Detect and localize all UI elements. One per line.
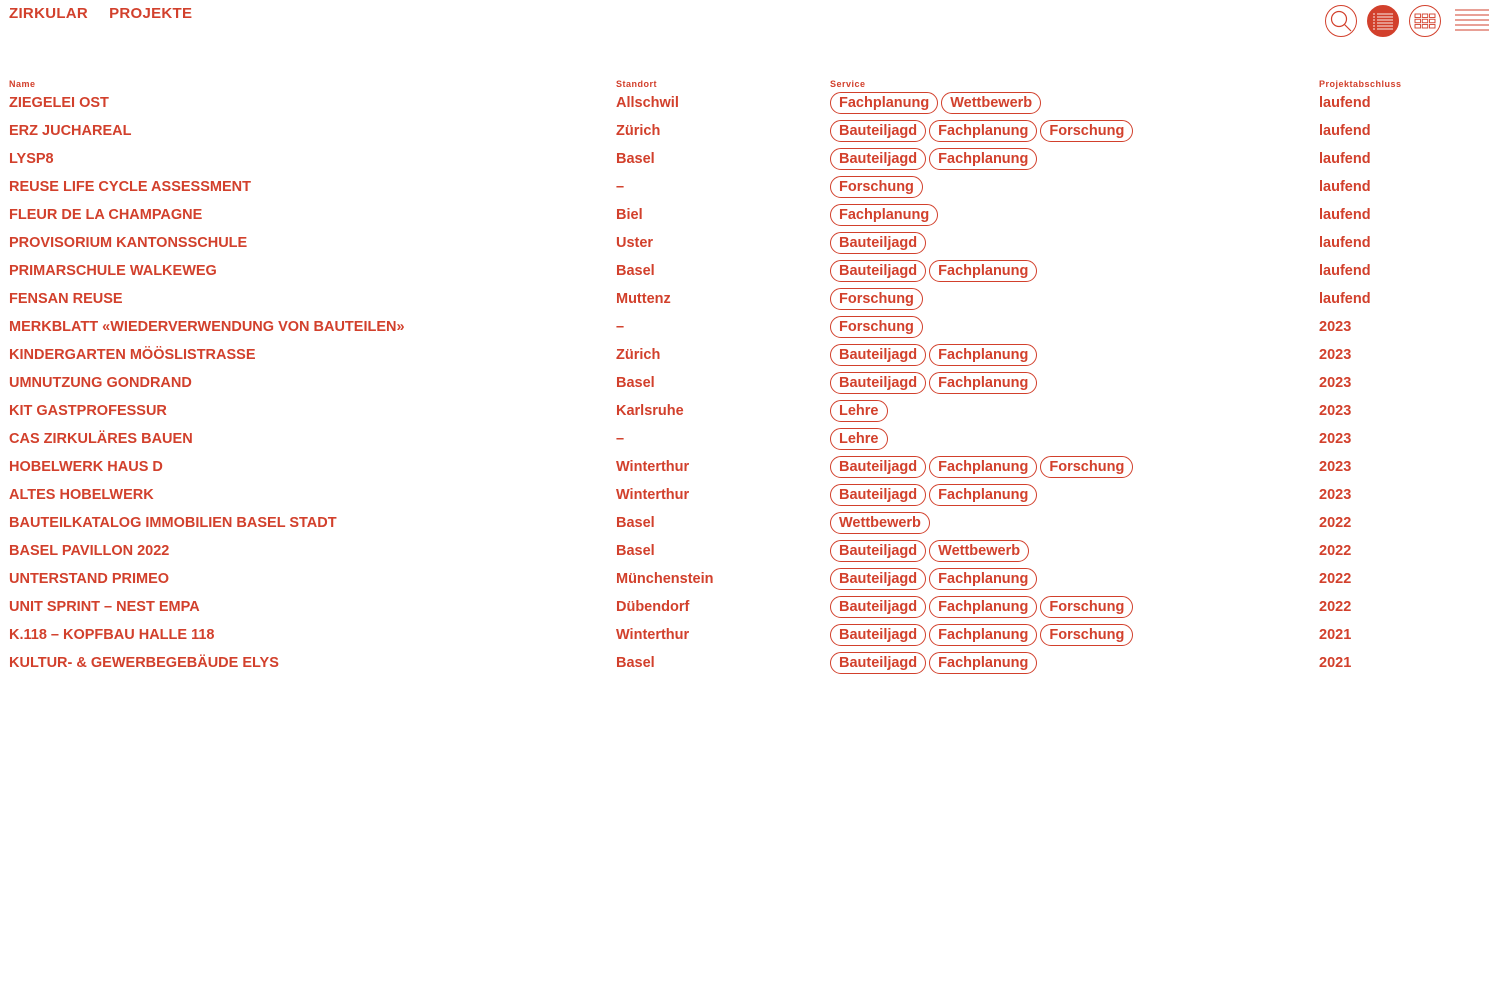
service-tag[interactable]: Bauteiljagd [830,372,926,394]
service-tag[interactable]: Lehre [830,428,888,450]
menu-icon [1455,8,1489,34]
project-completion: laufend [1319,291,1371,307]
search-icon [1329,9,1353,33]
project-services [830,649,1319,677]
service-tags [830,512,1319,534]
service-tags [830,176,1319,198]
projects-link[interactable]: PROJEKTE [109,5,193,22]
service-tag[interactable]: Forschung [1040,624,1133,646]
project-services [830,537,1319,565]
project-name-link[interactable]: ALTES HOBELWERK [9,487,154,503]
project-location: Basel [616,515,655,531]
project-services [830,173,1319,201]
table-header-row [9,77,1489,89]
project-services [830,145,1319,173]
service-tag[interactable]: Forschung [1040,456,1133,478]
project-name-link[interactable]: MERKBLATT «WIEDERVERWENDUNG VON BAUTEILEN» [9,319,405,335]
column-header-completion[interactable]: Projektabschluss [1319,79,1402,89]
project-completion: 2022 [1319,599,1352,615]
table-row[interactable] [9,201,1489,229]
project-completion: 2021 [1319,655,1352,671]
project-completion: 2022 [1319,571,1352,587]
project-name-link[interactable]: FLEUR DE LA CHAMPAGNE [9,207,203,223]
table-row[interactable] [9,565,1489,593]
service-tag[interactable]: Forschung [830,288,923,310]
service-tag[interactable]: Bauteiljagd [830,456,926,478]
project-completion: laufend [1319,95,1371,111]
project-services [830,341,1319,369]
service-tags [830,372,1319,394]
table-row[interactable] [9,397,1489,425]
project-name-link[interactable]: KULTUR- & GEWERBEGEBÄUDE ELYS [9,655,279,671]
service-tags [830,344,1319,366]
service-tag[interactable]: Forschung [830,316,923,338]
service-tag[interactable]: Fachplanung [830,92,938,114]
service-tag[interactable]: Fachplanung [929,624,1037,646]
project-name-link[interactable]: UNIT SPRINT – NEST EMPA [9,599,200,615]
project-name-link[interactable]: REUSE LIFE CYCLE ASSESSMENT [9,179,251,195]
list-view-icon [1372,12,1394,30]
project-location: – [616,179,625,195]
column-header-name[interactable]: Name [9,79,36,89]
project-services [830,621,1319,649]
project-services [830,229,1319,257]
menu-button[interactable] [1455,8,1489,34]
list-view-button[interactable] [1367,5,1399,37]
search-button[interactable] [1325,5,1357,37]
table-row[interactable] [9,89,1489,117]
project-location: Basel [616,543,655,559]
service-tag[interactable]: Bauteiljagd [830,120,926,142]
service-tag[interactable]: Wettbewerb [830,512,930,534]
service-tags [830,568,1319,590]
project-services [830,565,1319,593]
service-tags [830,288,1319,310]
table-row[interactable] [9,257,1489,285]
project-services [830,369,1319,397]
project-location: Winterthur [616,627,690,643]
project-completion: laufend [1319,179,1371,195]
service-tags [830,456,1319,478]
project-location: Basel [616,375,655,391]
project-completion: 2023 [1319,487,1352,503]
service-tag[interactable]: Fachplanung [929,344,1037,366]
table-row[interactable] [9,481,1489,509]
brand-link[interactable]: ZIRKULAR [9,5,89,22]
project-completion: 2023 [1319,431,1352,447]
project-name-link[interactable]: BAUTEILKATALOG IMMOBILIEN BASEL STADT [9,515,337,531]
project-location: Karlsruhe [616,403,684,419]
project-name-link[interactable]: LYSP8 [9,151,54,167]
service-tag[interactable]: Fachplanung [929,148,1037,170]
service-tag[interactable]: Bauteiljagd [830,232,926,254]
project-name-link[interactable]: KINDERGARTEN MÖÖSLISTRASSE [9,347,256,363]
column-header-location[interactable]: Standort [616,79,657,89]
service-tags [830,232,1319,254]
service-tags [830,624,1319,646]
project-name-link[interactable]: PRIMARSCHULE WALKEWEG [9,263,217,279]
service-tag[interactable]: Fachplanung [929,120,1037,142]
project-name-link[interactable]: ZIEGELEI OST [9,95,109,111]
project-services [830,509,1319,537]
service-tag[interactable]: Fachplanung [929,456,1037,478]
service-tags [830,652,1319,674]
project-completion: laufend [1319,263,1371,279]
service-tag[interactable]: Wettbewerb [941,92,1041,114]
table-row[interactable] [9,117,1489,145]
project-name-link[interactable]: FENSAN REUSE [9,291,123,307]
project-location: Dübendorf [616,599,690,615]
table-row[interactable] [9,453,1489,481]
project-completion: 2023 [1319,459,1352,475]
project-completion: laufend [1319,207,1371,223]
grid-view-icon [1414,13,1436,29]
project-location: – [616,431,625,447]
project-services [830,425,1319,453]
project-name-link[interactable]: KIT GASTPROFESSUR [9,403,167,419]
top-navigation [9,5,192,22]
project-name-link[interactable]: UNTERSTAND PRIMEO [9,571,170,587]
project-name-link[interactable]: PROVISORIUM KANTONSSCHULE [9,235,248,251]
service-tag[interactable]: Fachplanung [929,596,1037,618]
table-row[interactable] [9,229,1489,257]
service-tags [830,204,1319,226]
column-header-service[interactable]: Service [830,79,866,89]
table-row[interactable] [9,341,1489,369]
service-tag[interactable]: Forschung [1040,596,1133,618]
service-tag[interactable]: Lehre [830,400,888,422]
project-location: Basel [616,151,655,167]
table-row[interactable] [9,537,1489,565]
project-name-link[interactable]: K.118 – KOPFBAU HALLE 118 [9,627,215,643]
table-row[interactable] [9,313,1489,341]
project-location: Zürich [616,347,661,363]
project-location: Biel [616,207,643,223]
project-name-link[interactable]: HOBELWERK HAUS D [9,459,163,475]
project-name-link[interactable]: BASEL PAVILLON 2022 [9,543,170,559]
table-row[interactable] [9,369,1489,397]
service-tag[interactable]: Wettbewerb [929,540,1029,562]
service-tags [830,484,1319,506]
service-tag[interactable]: Fachplanung [929,652,1037,674]
project-location: Muttenz [616,291,671,307]
table-row[interactable] [9,621,1489,649]
service-tag[interactable]: Fachplanung [929,372,1037,394]
project-completion: 2022 [1319,543,1352,559]
project-location: Allschwil [616,95,679,111]
project-location: Basel [616,263,655,279]
service-tag[interactable]: Fachplanung [929,568,1037,590]
project-completion: 2021 [1319,627,1352,643]
table-row[interactable] [9,285,1489,313]
service-tag[interactable]: Bauteiljagd [830,344,926,366]
project-location: Uster [616,235,654,251]
service-tag[interactable]: Forschung [1040,120,1133,142]
table-row[interactable] [9,425,1489,453]
service-tags [830,596,1319,618]
project-location: Zürich [616,123,661,139]
service-tag[interactable]: Bauteiljagd [830,148,926,170]
grid-view-button[interactable] [1409,5,1441,37]
service-tags [830,260,1319,282]
service-tags [830,400,1319,422]
service-tag[interactable]: Bauteiljagd [830,260,926,282]
service-tags [830,428,1319,450]
project-services [830,481,1319,509]
project-services [830,201,1319,229]
table-row[interactable] [9,173,1489,201]
projects-table [9,77,1489,677]
project-location: Winterthur [616,487,690,503]
project-location: Basel [616,655,655,671]
project-services [830,397,1319,425]
project-name-link[interactable]: CAS ZIRKULÄRES BAUEN [9,431,193,447]
service-tags [830,148,1319,170]
project-location: – [616,319,625,335]
table-row[interactable] [9,509,1489,537]
project-services [830,89,1319,117]
project-services [830,117,1319,145]
project-location: Winterthur [616,459,690,475]
service-tags [830,316,1319,338]
service-tags [830,540,1319,562]
project-completion: 2023 [1319,375,1352,391]
service-tag[interactable]: Fachplanung [929,260,1037,282]
service-tag[interactable]: Forschung [830,176,923,198]
project-name-link[interactable]: ERZ JUCHAREAL [9,123,132,139]
table-row[interactable] [9,593,1489,621]
project-completion: laufend [1319,151,1371,167]
project-services [830,313,1319,341]
service-tag[interactable]: Fachplanung [830,204,938,226]
table-row[interactable] [9,145,1489,173]
project-services [830,453,1319,481]
service-tags [830,92,1319,114]
project-completion: 2023 [1319,403,1352,419]
project-completion: laufend [1319,123,1371,139]
service-tag[interactable]: Bauteiljagd [830,484,926,506]
service-tags [830,120,1319,142]
project-completion: 2023 [1319,319,1352,335]
project-rows [9,89,1489,677]
view-toolbar [1300,5,1500,39]
service-tag[interactable]: Bauteiljagd [830,652,926,674]
project-completion: 2022 [1319,515,1352,531]
project-completion: 2023 [1319,347,1352,363]
service-tag[interactable]: Bauteiljagd [830,540,926,562]
project-completion: laufend [1319,235,1371,251]
service-tag[interactable]: Bauteiljagd [830,596,926,618]
project-services [830,257,1319,285]
project-location: Münchenstein [616,571,714,587]
service-tag[interactable]: Fachplanung [929,484,1037,506]
service-tag[interactable]: Bauteiljagd [830,568,926,590]
project-services [830,285,1319,313]
project-services [830,593,1319,621]
project-name-link[interactable]: UMNUTZUNG GONDRAND [9,375,192,391]
service-tag[interactable]: Bauteiljagd [830,624,926,646]
table-row[interactable] [9,649,1489,677]
